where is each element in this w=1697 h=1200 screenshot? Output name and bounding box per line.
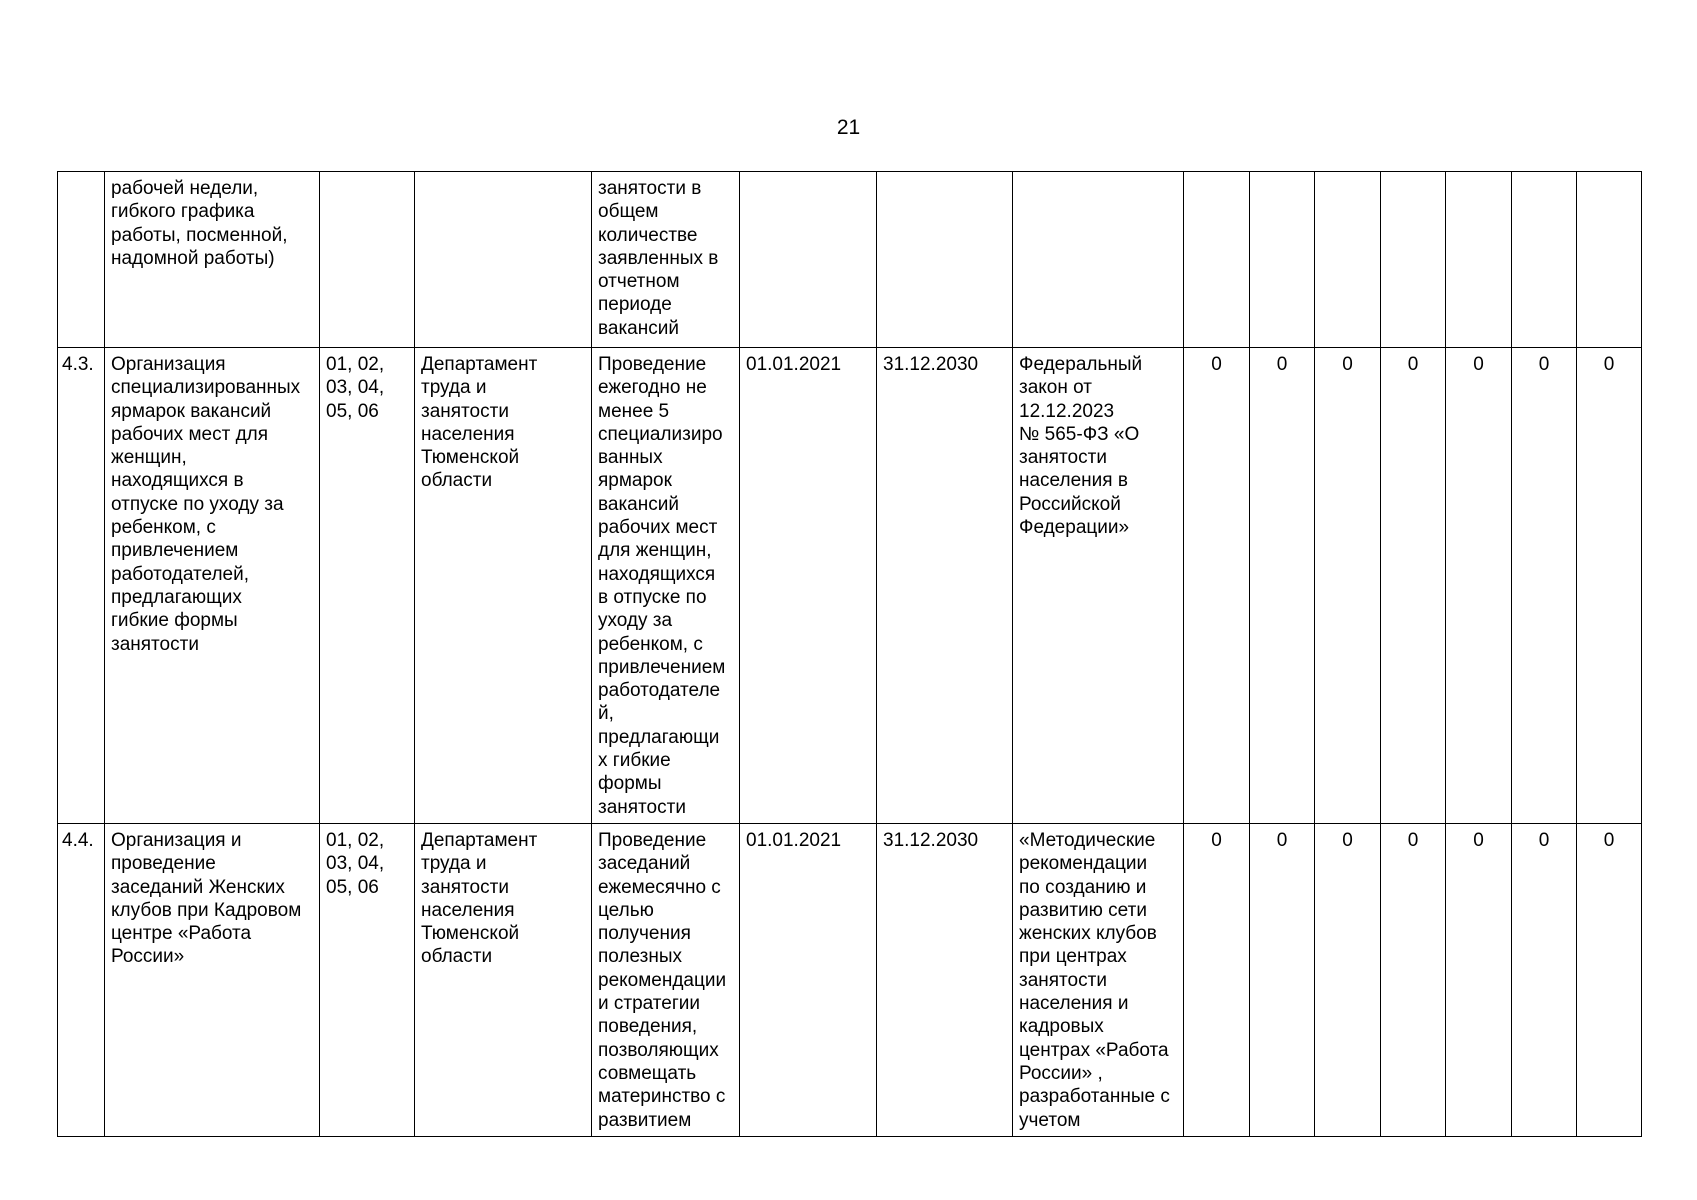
codes-cell [320, 172, 415, 348]
row-index: 4.4. [58, 824, 105, 1137]
activity-cell: Организация и проведение заседаний Женских клубов при Кадровом центре «Работа России» [105, 824, 320, 1137]
table-row [58, 824, 1642, 1137]
basis-cell [1013, 172, 1184, 348]
value-cell: 0 [1184, 348, 1250, 824]
value-cell: 0 [1446, 348, 1512, 824]
end-date-cell: 31.12.2030 [877, 824, 1013, 1137]
value-cell: 0 [1512, 824, 1577, 1137]
measures-table [57, 171, 1642, 1137]
result-cell: занятости в общем количестве заявленных в отчетном периоде вакансий [592, 172, 740, 348]
start-date-cell: 01.01.2021 [740, 348, 877, 824]
value-cell: 0 [1315, 348, 1381, 824]
basis-cell: Федеральный закон от 12.12.2023 № 565-ФЗ «О занятости населения в Российской Федерации» [1013, 348, 1184, 824]
responsible-cell [415, 172, 592, 348]
activity-cell: Организация специализированных ярмарок вакансий рабочих мест для женщин, находящихся в отпуске по уходу за ребенком, с привлечением работодателей, предлагающих гибкие формы занятости [105, 348, 320, 824]
value-cell [1577, 172, 1642, 348]
value-cell: 0 [1512, 348, 1577, 824]
value-cell: 0 [1250, 348, 1315, 824]
basis-cell: «Методические рекомендации по созданию и развитию сети женских клубов при центрах занятости населения и кадровых центрах «Работа России» , разработанные с учетом [1013, 824, 1184, 1137]
value-cell: 0 [1381, 824, 1446, 1137]
value-cell: 0 [1381, 348, 1446, 824]
value-cell [1315, 172, 1381, 348]
value-cell: 0 [1446, 824, 1512, 1137]
end-date-cell [877, 172, 1013, 348]
value-cell: 0 [1250, 824, 1315, 1137]
start-date-cell [740, 172, 877, 348]
responsible-cell: Департамент труда и занятости населения Тюменской области [415, 824, 592, 1137]
value-cell: 0 [1315, 824, 1381, 1137]
value-cell [1512, 172, 1577, 348]
end-date-cell: 31.12.2030 [877, 348, 1013, 824]
row-index: 4.3. [58, 348, 105, 824]
value-cell: 0 [1577, 348, 1642, 824]
page-number: 21 [836, 116, 861, 139]
result-cell: Проведение заседаний ежемесячно с целью получения полезных рекомендации и стратегии поведения, позволяющих совмещать материнство с развитием [592, 824, 740, 1137]
value-cell: 0 [1184, 824, 1250, 1137]
table-row [58, 172, 1642, 348]
result-cell: Проведение ежегодно не менее 5 специализиро ванных ярмарок вакансий рабочих мест для женщин, находящихся в отпуске по уходу за ребенком, с привлечением работодателе й, предлагающи х гибкие формы занятости [592, 348, 740, 824]
codes-cell: 01, 02, 03, 04, 05, 06 [320, 824, 415, 1137]
activity-cell: рабочей недели, гибкого графика работы, посменной, надомной работы) [105, 172, 320, 348]
responsible-cell: Департамент труда и занятости населения Тюменской области [415, 348, 592, 824]
value-cell [1250, 172, 1315, 348]
start-date-cell: 01.01.2021 [740, 824, 877, 1137]
value-cell: 0 [1577, 824, 1642, 1137]
value-cell [1184, 172, 1250, 348]
value-cell [1381, 172, 1446, 348]
table-row [58, 348, 1642, 824]
value-cell [1446, 172, 1512, 348]
row-index [58, 172, 105, 348]
codes-cell: 01, 02, 03, 04, 05, 06 [320, 348, 415, 824]
